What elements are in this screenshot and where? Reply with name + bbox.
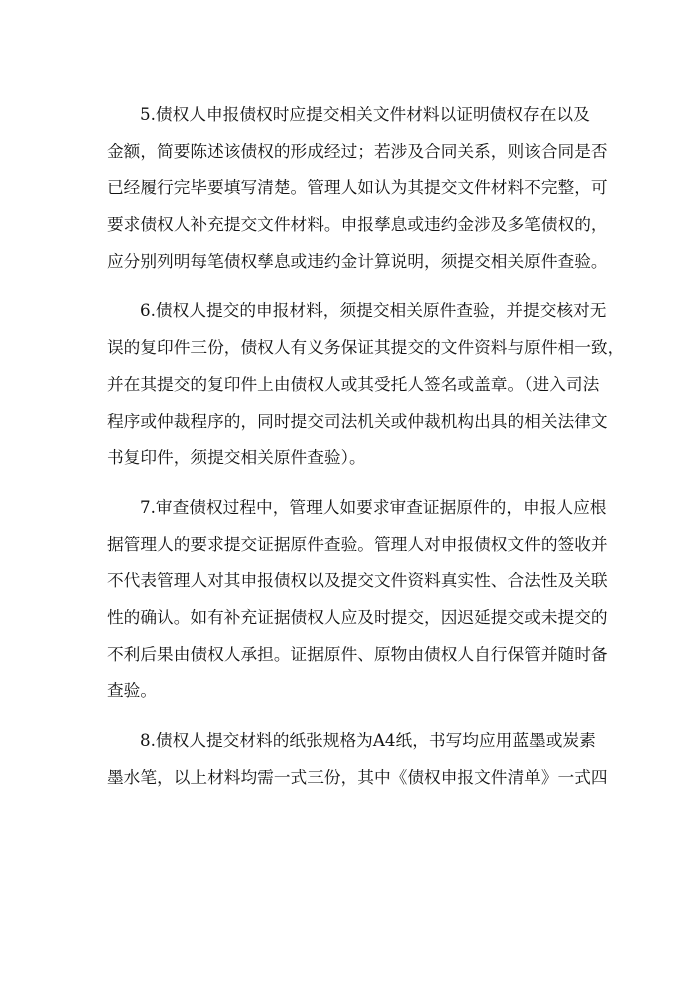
text-line: 6.债权人提交的申报材料，须提交相关原件查验，并提交核对无	[140, 300, 607, 321]
text-line: 不代表管理人对其申报债权以及提交文件资料真实性、合法性及关联	[107, 570, 608, 591]
text-line: 据管理人的要求提交证据原件查验。管理人对申报债权文件的签收并	[107, 533, 608, 554]
text-line: 应分别列明每笔债权孳息或违约金计算说明，须提交相关原件查验。	[107, 250, 608, 271]
text-line: 不利后果由债权人承担。证据原件、原物由债权人自行保管并随时备	[107, 643, 608, 664]
paragraph-8	[107, 722, 608, 795]
text-line: 金额，简要陈述该债权的形成经过；若涉及合同关系，则该合同是否	[107, 140, 608, 161]
text-line: 并在其提交的复印件上由债权人或其受托人签名或盖章。（进入司法	[107, 373, 600, 394]
text-line: 要求债权人补充提交文件材料。申报孳息或违约金涉及多笔债权的，	[107, 214, 608, 235]
paragraph-5	[107, 96, 608, 279]
text-line: 墨水笔，以上材料均需一式三份，其中《债权申报文件清单》一式四	[107, 766, 608, 787]
text-line: 程序或仲裁程序的，同时提交司法机关或仲裁机构出具的相关法律文	[107, 410, 608, 431]
text-line: 误的复印件三份，债权人有义务保证其提交的文件资料与原件相一致，	[107, 337, 625, 358]
paragraph-7	[107, 489, 608, 709]
text-line: 已经履行完毕要填写清楚。管理人如认为其提交文件材料不完整，可	[107, 177, 608, 198]
text-line: 5.债权人申报债权时应提交相关文件材料以证明债权存在以及	[140, 104, 590, 124]
text-line: 8.债权人提交材料的纸张规格为A4纸，书写均应用蓝墨或炭素	[140, 730, 596, 750]
document-page	[107, 96, 625, 808]
paragraph-6	[107, 292, 625, 475]
text-line: 查验。	[107, 680, 158, 701]
text-line: 书复印件，须提交相关原件查验）。	[107, 447, 366, 468]
text-line: 性的确认。如有补充证据债权人应及时提交，因迟延提交或未提交的	[107, 606, 608, 627]
text-line: 7.审查债权过程中，管理人如要求审查证据原件的，申报人应根	[140, 496, 607, 517]
